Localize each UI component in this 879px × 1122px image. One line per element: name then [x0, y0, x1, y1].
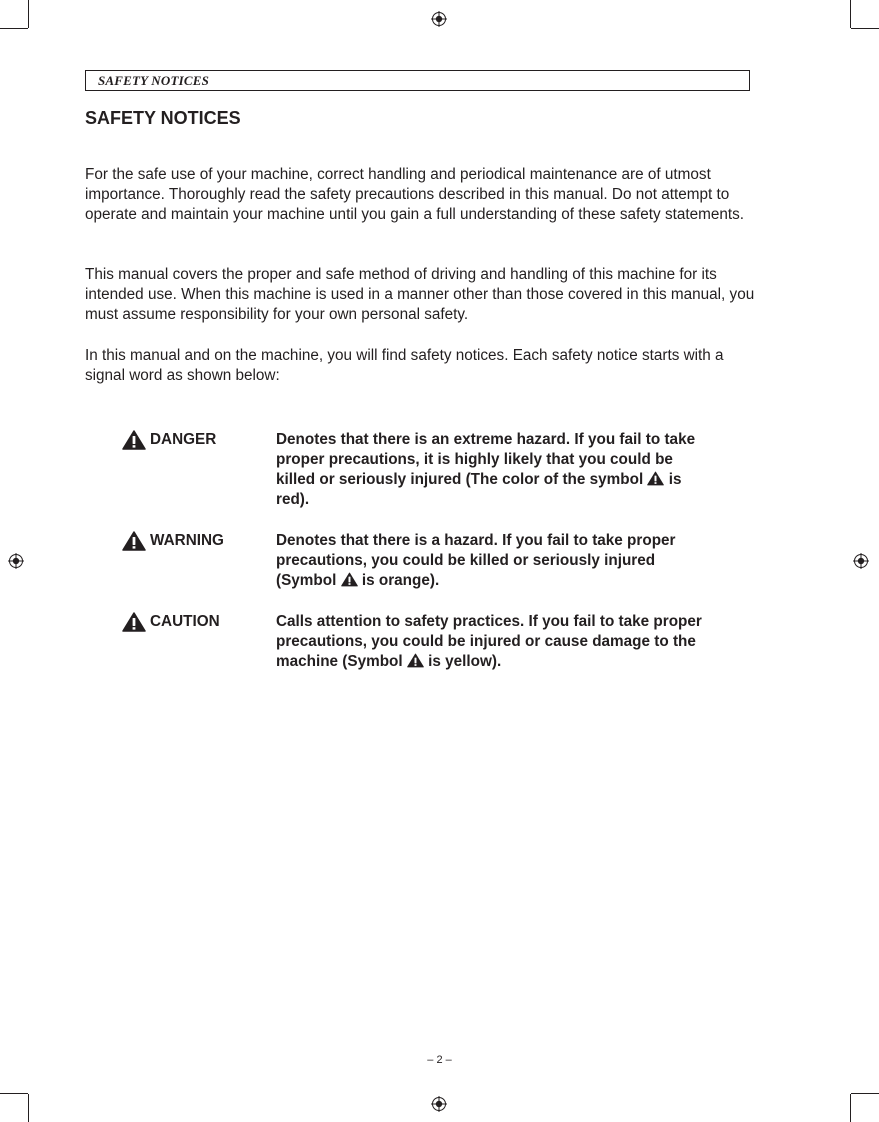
registration-mark-icon [431, 1096, 447, 1112]
crop-mark-top-right-h [851, 28, 879, 29]
crop-mark-bottom-right-h [851, 1093, 879, 1094]
warning-triangle-icon [122, 430, 146, 450]
warning-description-text: Denotes that there is a hazard. If you fail to take proper precautions, you could be killed or seriously injured (Symbol [276, 532, 676, 589]
danger-description-text-end: is red). [276, 471, 682, 508]
warning-triangle-icon [407, 653, 424, 668]
crop-mark-top-left-v [28, 0, 29, 28]
warning-label [122, 531, 224, 551]
warning-triangle-icon [647, 471, 664, 486]
caution-label [122, 612, 220, 632]
registration-mark-icon [431, 11, 447, 27]
crop-mark-bottom-left-v [28, 1094, 29, 1122]
danger-description [276, 430, 716, 510]
caution-description-text: Calls attention to safety practices. If you fail to take proper precautions, you could be injured or cause damage to the machine (Symbol [276, 613, 702, 670]
crop-mark-top-right-v [850, 0, 851, 28]
signal-word-paragraph: In this manual and on the machine, you will find safety notices. Each safety notice starts with a signal word as shown below: [85, 347, 724, 384]
warning-triangle-icon [122, 612, 146, 632]
warning-triangle-icon [341, 572, 358, 587]
crop-mark-bottom-left-h [0, 1093, 28, 1094]
warning-signal-word: WARNING [150, 532, 224, 549]
page-number: – 2 – [427, 1054, 452, 1066]
caution-description-text-end: is yellow). [428, 653, 502, 670]
crop-mark-top-left-h [0, 28, 28, 29]
section-header-bar [85, 70, 750, 91]
crop-mark-bottom-right-v [850, 1094, 851, 1122]
warning-description [276, 531, 716, 591]
page-title: SAFETY NOTICES [85, 108, 241, 128]
danger-signal-word: DANGER [150, 431, 217, 448]
section-header-label: SAFETY NOTICES [98, 73, 210, 88]
scope-paragraph: This manual covers the proper and safe method of driving and handling of this machine for its intended use. When this machine is used in a manner other than those covered in this manual, you must assume responsibility for your own personal safety. [85, 266, 755, 323]
intro-paragraph: For the safe use of your machine, correct handling and periodical maintenance are of utmost importance. Thoroughly read the safety precautions described in this manual. Do not attempt to operate and maintain your machine until you gain a full understanding of these safety statements. [85, 166, 745, 223]
registration-mark-icon [853, 553, 869, 569]
caution-description [276, 612, 716, 672]
warning-description-text-end: is orange). [361, 572, 440, 589]
danger-label [122, 430, 216, 450]
caution-signal-word: CAUTION [150, 613, 220, 630]
registration-mark-icon [8, 553, 24, 569]
warning-triangle-icon [122, 531, 146, 551]
danger-description-text: Denotes that there is an extreme hazard. If you fail to take proper precautions, it is highly likely that you could be killed or seriously injured (The color of the symbol [276, 431, 696, 488]
